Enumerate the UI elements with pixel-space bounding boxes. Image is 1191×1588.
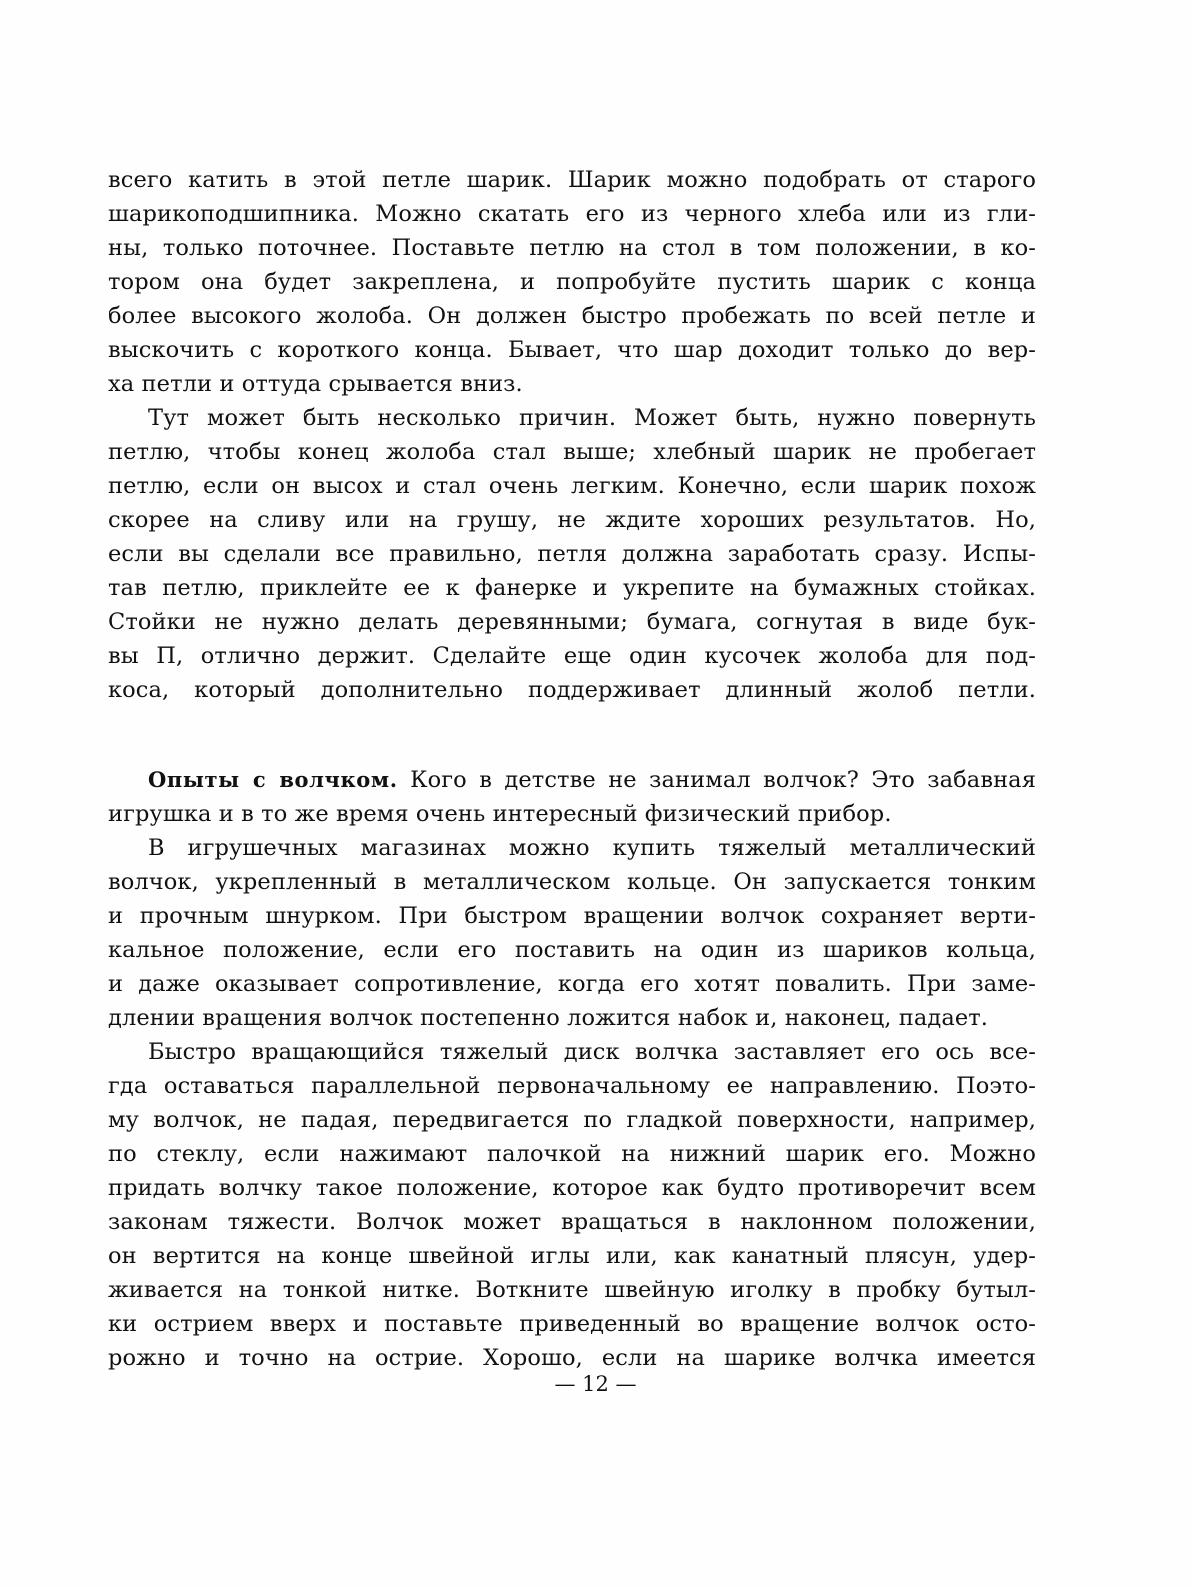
text-line: выскочить с короткого конца. Бывает, что шар доходит только до вер- xyxy=(108,337,1036,363)
text-line: тав петлю, приклейте ее к фанерке и укрепите на бумажных стойках. xyxy=(108,575,1036,601)
text-line: ки острием вверх и поставьте приведенный во вращение волчок осто- xyxy=(108,1311,1036,1337)
text-line: му волчок, не падая, передвигается по гладкой поверхности, например, xyxy=(108,1107,1036,1133)
text-line: В игрушечных магазинах можно купить тяжелый металлический xyxy=(148,835,1036,861)
text-line: Тут может быть несколько причин. Может быть, нужно повернуть xyxy=(148,405,1036,431)
text-line: более высокого жолоба. Он должен быстро пробежать по всей петле и xyxy=(108,303,1036,329)
text-line: петлю, чтобы конец жолоба стал выше; хлебный шарик не пробегает xyxy=(108,439,1036,465)
text-line: живается на тонкой нитке. Воткните швейную иголку в пробку бутыл- xyxy=(108,1277,1036,1303)
text-line xyxy=(108,707,1036,741)
text-line: волчок, укрепленный в металлическом кольце. Он запускается тонким xyxy=(108,869,1036,895)
text-line: по стеклу, если нажимают палочкой на нижний шарик его. Можно xyxy=(108,1141,1036,1167)
text-line: кальное положение, если его поставить на один из шариков кольца, xyxy=(108,937,1036,963)
text-line: он вертится на конце швейной иглы или, как канатный плясун, удер- xyxy=(108,1243,1036,1269)
text-block-bottom xyxy=(108,763,1036,1375)
text-line: игрушка и в то же время очень интересный физический прибор. xyxy=(108,801,892,827)
text-line: ха петли и оттуда срывается вниз. xyxy=(108,371,523,397)
text-line: гда оставаться параллельной первоначальному ее направлению. Поэто- xyxy=(108,1073,1036,1099)
page-number: — 12 — xyxy=(554,1372,637,1396)
section-first-line xyxy=(108,763,1036,797)
text-line: скорее на сливу или на грушу, не ждите хороших результатов. Но, xyxy=(108,507,1036,533)
text-line: шарикоподшипника. Можно скатать его из черного хлеба или из гли- xyxy=(108,201,1036,227)
text-line: придать волчку такое положение, которое как будто противоречит всем xyxy=(108,1175,1036,1201)
text-line: если вы сделали все правильно, петля должна заработать сразу. Испы- xyxy=(108,541,1036,567)
text-line: петлю, если он высох и стал очень легким. Конечно, если шарик похож xyxy=(108,473,1036,499)
text-line: рожно и точно на острие. Хорошо, если на шарике волчка имеется xyxy=(108,1345,1036,1371)
text-line: и прочным шнурком. При быстром вращении волчок сохраняет верти- xyxy=(108,903,1036,929)
paragraph-1 xyxy=(108,163,1036,401)
text-line: тором она будет закреплена, и попробуйте пустить шарик с конца xyxy=(108,269,1036,295)
text-line: всего катить в этой петле шарик. Шарик можно подобрать от старого xyxy=(108,167,1036,193)
text-line: длении вращения волчок постепенно ложится набок и, наконец, падает. xyxy=(108,1005,989,1031)
text-line: Стойки не нужно делать деревянными; бумага, согнутая в виде бук- xyxy=(108,609,1036,635)
text-block-top xyxy=(108,163,1036,741)
text-line: коса, который дополнительно поддерживает длинный жолоб петли. xyxy=(108,677,1036,703)
section-first-line-text: Кого в детстве не занимал волчок? Это забавная xyxy=(410,767,1036,793)
text-line: и даже оказывает сопротивление, когда его хотят повалить. При заме- xyxy=(108,971,1036,997)
text-line: ны, только поточнее. Поставьте петлю на стол в том положении, в ко- xyxy=(108,235,1036,261)
paragraph-2 xyxy=(108,401,1036,741)
paragraph-3 xyxy=(108,763,1036,831)
text-line: вы П, отлично держит. Сделайте еще один кусочек жолоба для под- xyxy=(108,643,1036,669)
text-line: законам тяжести. Волчок может вращаться в наклонном положении, xyxy=(108,1209,1036,1235)
section-title: Опыты с волчком. xyxy=(148,767,398,792)
paragraph-4 xyxy=(108,831,1036,1035)
text-line: Быстро вращающийся тяжелый диск волчка заставляет его ось все- xyxy=(148,1039,1036,1065)
paragraph-5 xyxy=(108,1035,1036,1375)
